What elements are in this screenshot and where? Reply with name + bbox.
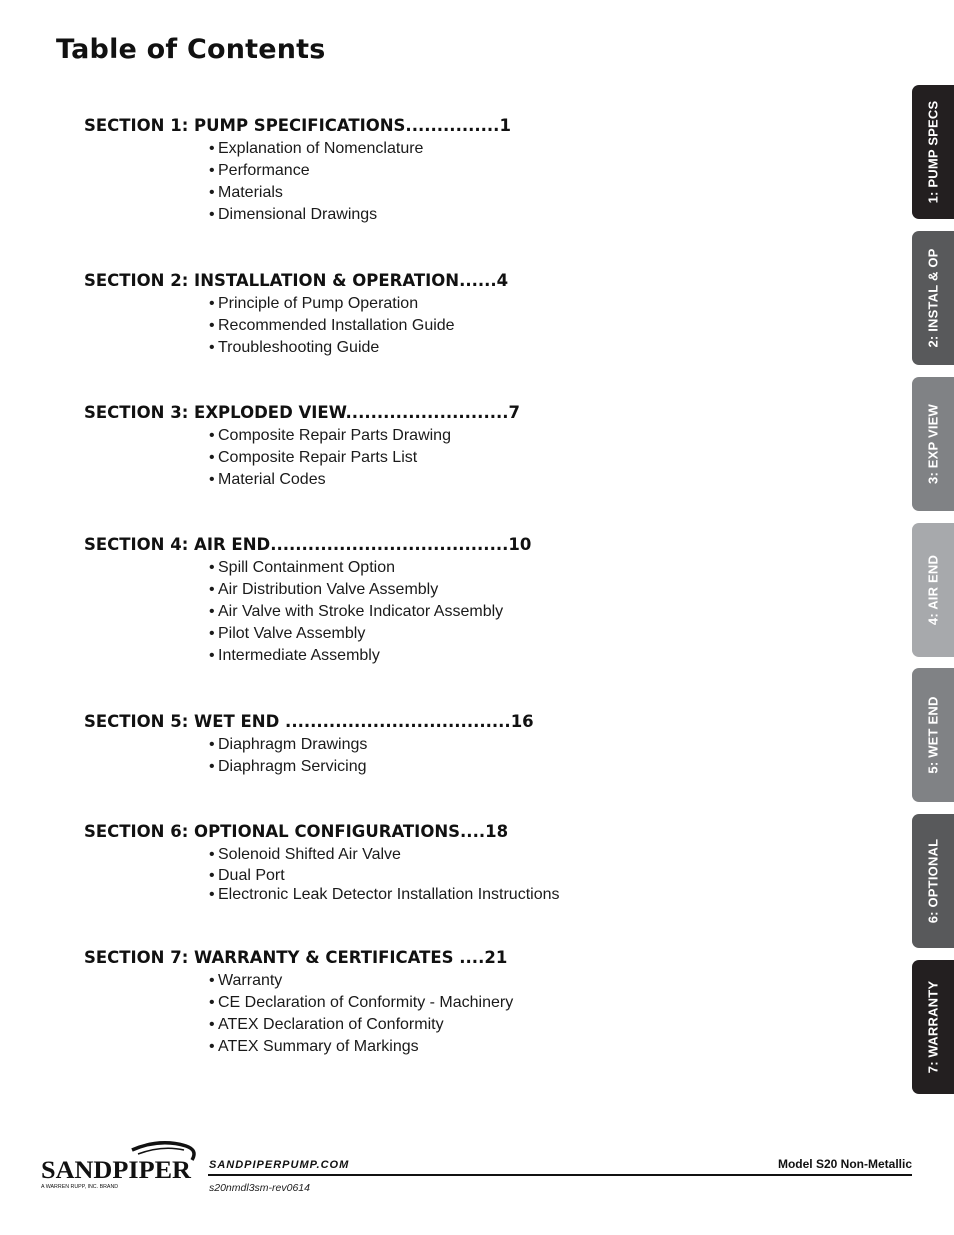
list-item: • Composite Repair Parts Drawing xyxy=(209,427,451,444)
tab-label: 5: WET END xyxy=(925,696,941,774)
page-title: Table of Contents xyxy=(56,34,326,65)
list-item: • Air Distribution Valve Assembly xyxy=(209,581,439,598)
section-7-heading[interactable]: SECTION 7: WARRANTY & CERTIFICATES ....21 xyxy=(84,948,508,967)
tab-label: 3: EXP VIEW xyxy=(925,404,941,484)
footer-revision: s20nmdl3sm-rev0614 xyxy=(209,1182,310,1194)
list-item: • Composite Repair Parts List xyxy=(209,449,418,466)
tab-wet-end[interactable] xyxy=(912,668,954,802)
toc-section-2 xyxy=(84,271,684,359)
tab-pump-specs[interactable] xyxy=(912,85,954,219)
tab-exp-view[interactable] xyxy=(912,377,954,511)
list-item: • Intermediate Assembly xyxy=(209,647,380,664)
toc-section-4 xyxy=(84,535,684,667)
list-item: • Electronic Leak Detector Installation Instructions xyxy=(209,886,560,903)
footer-model: Model S20 Non-Metallic xyxy=(777,1157,912,1171)
toc-section-3 xyxy=(84,403,684,491)
list-item: • Diaphragm Servicing xyxy=(209,758,367,775)
logo-wordmark: SANDPIPER xyxy=(41,1157,192,1184)
list-item: • Spill Containment Option xyxy=(209,559,395,576)
toc-section-7 xyxy=(84,948,684,1058)
list-item: • Dimensional Drawings xyxy=(209,206,378,223)
tab-warranty[interactable] xyxy=(912,960,954,1094)
logo-tagline: A WARREN RUPP, INC. BRAND xyxy=(41,1184,119,1190)
tab-optional[interactable] xyxy=(912,814,954,948)
footer-website-link[interactable]: SANDPIPERPUMP.COM xyxy=(209,1159,350,1171)
list-item: • Pilot Valve Assembly xyxy=(209,625,366,642)
list-item: • Solenoid Shifted Air Valve xyxy=(209,846,401,863)
list-item: • Principle of Pump Operation xyxy=(209,295,419,312)
toc-section-1 xyxy=(84,116,684,226)
tab-label: 7: WARRANTY xyxy=(925,980,941,1074)
tab-label: 6: OPTIONAL xyxy=(925,838,941,924)
list-item: • Air Valve with Stroke Indicator Assembly xyxy=(209,603,504,620)
section-6-heading[interactable]: SECTION 6: OPTIONAL CONFIGURATIONS....18 xyxy=(84,822,509,841)
toc-section-5 xyxy=(84,712,684,778)
toc-section-6 xyxy=(84,822,684,904)
section-2-heading[interactable]: SECTION 2: INSTALLATION & OPERATION......4 xyxy=(84,271,509,290)
list-item: • Explanation of Nomenclature xyxy=(209,140,424,157)
sandpiper-logo xyxy=(40,1140,200,1192)
tab-label: 2: INSTAL & OP xyxy=(925,248,941,348)
list-item: • Material Codes xyxy=(209,471,326,488)
list-item: • Materials xyxy=(209,184,283,201)
section-4-heading[interactable]: SECTION 4: AIR END......................................10 xyxy=(84,535,532,554)
section-1-heading[interactable]: SECTION 1: PUMP SPECIFICATIONS...............1 xyxy=(84,116,511,135)
list-item: • Diaphragm Drawings xyxy=(209,736,368,753)
list-item: • Dual Port xyxy=(209,867,285,884)
logo-swoosh-inner xyxy=(138,1148,184,1154)
tab-label: 4: AIR END xyxy=(925,554,941,626)
section-5-heading[interactable]: SECTION 5: WET END ....................................16 xyxy=(84,712,534,731)
section-3-heading[interactable]: SECTION 3: EXPLODED VIEW..........................7 xyxy=(84,403,520,422)
list-item: • CE Declaration of Conformity - Machinery xyxy=(209,994,514,1011)
list-item: • Warranty xyxy=(209,972,283,989)
list-item: • Troubleshooting Guide xyxy=(209,339,380,356)
list-item: • ATEX Declaration of Conformity xyxy=(209,1016,444,1033)
list-item: • Recommended Installation Guide xyxy=(209,317,455,334)
list-item: • ATEX Summary of Markings xyxy=(209,1038,419,1055)
tab-label: 1: PUMP SPECS xyxy=(925,100,941,204)
list-item: • Performance xyxy=(209,162,310,179)
footer-rule xyxy=(208,1174,912,1176)
tab-air-end[interactable] xyxy=(912,523,954,657)
tab-install-op[interactable] xyxy=(912,231,954,365)
